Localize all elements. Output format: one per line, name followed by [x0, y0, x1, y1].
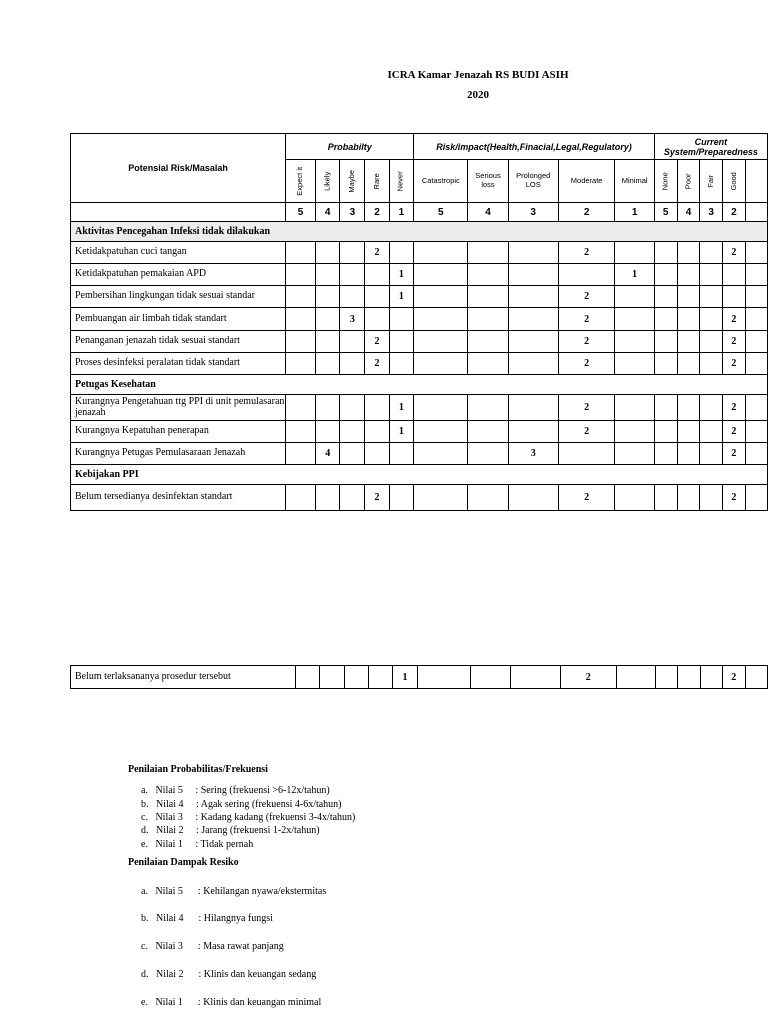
- row-value: 2: [365, 353, 389, 375]
- row-value: [340, 331, 365, 353]
- header-current-col: [722, 160, 745, 203]
- row-value: 1: [615, 264, 654, 286]
- section-title: Kebijakan PPI: [71, 465, 768, 485]
- header-current-col: [677, 160, 700, 203]
- score-cell: 2: [558, 203, 615, 222]
- header-current-col-extra: [745, 160, 767, 203]
- legend-impact-item: c. Nilai 3 : Masa rawat panjang: [141, 941, 284, 952]
- row-value: [414, 264, 468, 286]
- row-value: [389, 331, 414, 353]
- score-cell: 4: [315, 203, 340, 222]
- row-value: [340, 353, 365, 375]
- row-value: [389, 308, 414, 331]
- row-value: [615, 242, 654, 264]
- row-value: [615, 331, 654, 353]
- row-value: [617, 666, 656, 689]
- row-value: 2: [558, 353, 615, 375]
- row-value: [320, 666, 344, 689]
- row-value: [508, 331, 558, 353]
- row-value: [700, 242, 723, 264]
- row-value: [286, 308, 316, 331]
- row-value: [722, 286, 745, 308]
- legend-probability-item: e. Nilai 1 : Tidak pernah: [141, 839, 254, 850]
- row-value: [677, 308, 700, 331]
- row-value: [654, 395, 677, 421]
- row-value: [654, 242, 677, 264]
- row-value: [315, 353, 340, 375]
- table-row: [71, 331, 768, 353]
- row-value: [654, 421, 677, 443]
- row-label: Ketidakpatuhan cuci tangan: [71, 242, 286, 264]
- row-value: [414, 353, 468, 375]
- header-current-col-label: Fair: [705, 174, 715, 188]
- row-value: [365, 421, 389, 443]
- legend-impact-item: b. Nilai 4 : Hilangnya fungsi: [141, 913, 273, 924]
- row-label: Penanganan jenazah tidak sesuai standart: [71, 331, 286, 353]
- row-value: 2: [558, 286, 615, 308]
- row-value: [340, 242, 365, 264]
- row-value: [389, 353, 414, 375]
- icra-table: [70, 133, 768, 511]
- row-value: [468, 264, 508, 286]
- row-value: [414, 286, 468, 308]
- legend-probability-item: a. Nilai 5 : Sering (frekuensi >6-12x/tahun): [141, 785, 330, 796]
- row-value: [365, 308, 389, 331]
- row-value: [508, 395, 558, 421]
- row-value: [615, 395, 654, 421]
- row-value: [700, 264, 723, 286]
- row-value: [677, 353, 700, 375]
- row-value: [340, 485, 365, 511]
- row-value: 2: [722, 485, 745, 511]
- header-prob-col: [315, 160, 340, 203]
- row-value: [722, 264, 745, 286]
- row-value: [700, 308, 723, 331]
- row-value: 2: [722, 395, 745, 421]
- legend-impact-title: Penilaian Dampak Resiko: [128, 857, 239, 868]
- row-value: [368, 666, 392, 689]
- row-value: 2: [723, 666, 746, 689]
- row-value: [315, 264, 340, 286]
- table-row: [71, 395, 768, 421]
- row-value: [471, 666, 511, 689]
- row-value: [508, 421, 558, 443]
- row-value: [558, 264, 615, 286]
- row-value: [700, 395, 723, 421]
- row-value: [745, 308, 767, 331]
- row-value: [286, 264, 316, 286]
- header-risk-col: Prolonged LOS: [508, 160, 558, 203]
- row-value: 2: [722, 331, 745, 353]
- section-title: Petugas Kesehatan: [71, 375, 768, 395]
- row-value: [615, 485, 654, 511]
- row-value: [745, 264, 767, 286]
- row-value: 2: [722, 421, 745, 443]
- table-row: [71, 421, 768, 443]
- section-title: Aktivitas Pencegahan Infeksi tidak dilakukan: [71, 222, 768, 242]
- row-value: [677, 421, 700, 443]
- row-value: [414, 242, 468, 264]
- row-label: Kurangnya Petugas Pemulasaraan Jenazah: [71, 443, 286, 465]
- legend-probability-item: c. Nilai 3 : Kadang kadang (frekuensi 3-4x/tahun): [141, 812, 356, 823]
- row-value: 3: [508, 443, 558, 465]
- header-prob-col-label: Never: [396, 170, 406, 192]
- header-risk-col: Moderate: [558, 160, 615, 203]
- row-value: [315, 485, 340, 511]
- header-current-col-label: None: [660, 172, 670, 190]
- row-value: [340, 421, 365, 443]
- header-risk-col: Catastropic: [414, 160, 468, 203]
- row-value: [286, 443, 316, 465]
- legend-impact-item: a. Nilai 5 : Kehilangan nyawa/ekstermitas: [141, 886, 327, 897]
- row-value: 2: [558, 331, 615, 353]
- row-label: Kurangnya Kepatuhan penerapan: [71, 421, 286, 443]
- row-value: [315, 331, 340, 353]
- row-value: [340, 264, 365, 286]
- header-risk-col: Serious loss: [468, 160, 508, 203]
- document-year: 2020: [467, 89, 489, 101]
- row-value: [745, 286, 767, 308]
- score-cell: 1: [615, 203, 654, 222]
- score-cell: 4: [468, 203, 508, 222]
- row-label: Pembuangan air limbah tidak standart: [71, 308, 286, 331]
- row-value: 2: [365, 242, 389, 264]
- row-value: [340, 395, 365, 421]
- row-value: 2: [722, 308, 745, 331]
- document-title: ICRA Kamar Jenazah RS BUDI ASIH: [387, 69, 569, 81]
- row-value: [296, 666, 320, 689]
- row-label: Kurangnya Pengetahuan ttg PPI di unit pemulasaran jenazah: [71, 395, 286, 421]
- row-value: [286, 286, 316, 308]
- header-current-col-label: Poor: [683, 173, 693, 189]
- row-value: [700, 443, 723, 465]
- table-row: [71, 242, 768, 264]
- row-value: [414, 395, 468, 421]
- score-blank: [71, 203, 286, 222]
- row-label: Proses desinfeksi peralatan tidak standart: [71, 353, 286, 375]
- row-value: [615, 286, 654, 308]
- table-row: [71, 353, 768, 375]
- row-value: [508, 242, 558, 264]
- row-value: [615, 308, 654, 331]
- row-value: [677, 485, 700, 511]
- row-value: [654, 264, 677, 286]
- row-value: 2: [558, 421, 615, 443]
- row-value: [678, 666, 700, 689]
- row-value: [468, 485, 508, 511]
- row-value: [700, 666, 722, 689]
- row-value: [344, 666, 368, 689]
- row-value: 1: [389, 264, 414, 286]
- row-value: [286, 485, 316, 511]
- header-prob-col: [389, 160, 414, 203]
- row-value: [468, 308, 508, 331]
- header-risk-impact: Risk/impact(Health,Finacial,Legal,Regulatory): [414, 134, 655, 160]
- row-value: 2: [558, 242, 615, 264]
- table-row: [71, 666, 768, 689]
- row-value: [745, 242, 767, 264]
- row-value: [365, 286, 389, 308]
- row-value: 2: [365, 331, 389, 353]
- row-value: [508, 485, 558, 511]
- score-cell: 2: [722, 203, 745, 222]
- row-value: [286, 421, 316, 443]
- row-value: [615, 353, 654, 375]
- row-value: [654, 353, 677, 375]
- row-value: [414, 485, 468, 511]
- table-row: [71, 443, 768, 465]
- row-value: 4: [315, 443, 340, 465]
- score-cell: [745, 203, 767, 222]
- row-value: [340, 443, 365, 465]
- row-value: [365, 264, 389, 286]
- row-value: [414, 443, 468, 465]
- row-value: 3: [340, 308, 365, 331]
- row-value: [677, 286, 700, 308]
- header-probability: Probabilty: [286, 134, 414, 160]
- row-value: [654, 308, 677, 331]
- row-value: [677, 443, 700, 465]
- row-value: [414, 331, 468, 353]
- header-prob-col-label: Rare: [371, 172, 381, 190]
- header-current-col-label: Good: [728, 171, 738, 191]
- header-risk-col: Minimal: [615, 160, 654, 203]
- row-value: [417, 666, 470, 689]
- legend-probability-item: d. Nilai 2 : Jarang (frekuensi 1-2x/tahun): [141, 825, 320, 836]
- header-current-system: Current System/Preparedness: [654, 134, 767, 160]
- row-value: [654, 331, 677, 353]
- row-label: Pembersihan lingkungan tidak sesuai standar: [71, 286, 286, 308]
- row-value: [745, 421, 767, 443]
- row-value: 2: [558, 485, 615, 511]
- header-potensial-risk: Potensial Risk/Masalah: [71, 134, 286, 203]
- row-value: [654, 286, 677, 308]
- score-cell: 1: [389, 203, 414, 222]
- row-value: [558, 443, 615, 465]
- score-cell: 4: [677, 203, 700, 222]
- row-value: [511, 666, 561, 689]
- row-value: [745, 485, 767, 511]
- row-value: [468, 395, 508, 421]
- header-prob-col: [340, 160, 365, 203]
- row-value: [700, 286, 723, 308]
- row-value: 1: [389, 395, 414, 421]
- row-value: [468, 421, 508, 443]
- header-prob-col-label: Expect it: [295, 166, 305, 196]
- row-value: [365, 443, 389, 465]
- row-value: [700, 331, 723, 353]
- row-label: Belum tersedianya desinfektan standart: [71, 485, 286, 511]
- row-value: [745, 331, 767, 353]
- row-value: [315, 421, 340, 443]
- row-value: 2: [560, 666, 617, 689]
- legend-impact-item: d. Nilai 2 : Klinis dan keuangan sedang: [141, 969, 317, 980]
- score-cell: 5: [654, 203, 677, 222]
- score-cell: 3: [700, 203, 723, 222]
- row-value: [286, 242, 316, 264]
- row-value: [655, 666, 677, 689]
- row-value: [677, 395, 700, 421]
- legend-probability-title: Penilaian Probabilitas/Frekuensi: [128, 764, 268, 775]
- table-row: [71, 264, 768, 286]
- score-cell: 2: [365, 203, 389, 222]
- row-value: [468, 331, 508, 353]
- row-value: [315, 242, 340, 264]
- row-value: [468, 242, 508, 264]
- row-value: [468, 443, 508, 465]
- row-value: 1: [393, 666, 417, 689]
- row-value: [468, 353, 508, 375]
- icra-table-continued: [70, 665, 768, 689]
- row-value: [414, 421, 468, 443]
- row-value: [654, 443, 677, 465]
- header-prob-col-label: Maybe: [347, 169, 357, 193]
- row-value: [677, 242, 700, 264]
- row-value: [654, 485, 677, 511]
- row-value: 2: [722, 242, 745, 264]
- row-value: 2: [722, 443, 745, 465]
- header-prob-col-label: Likely: [322, 171, 332, 191]
- table-row: [71, 286, 768, 308]
- row-value: [615, 443, 654, 465]
- row-value: [286, 395, 316, 421]
- header-prob-col: [365, 160, 389, 203]
- row-value: [365, 395, 389, 421]
- table-row: [71, 308, 768, 331]
- row-value: [508, 353, 558, 375]
- score-cell: 3: [340, 203, 365, 222]
- row-value: [340, 286, 365, 308]
- row-value: [315, 395, 340, 421]
- row-value: 2: [722, 353, 745, 375]
- row-value: [315, 308, 340, 331]
- row-value: [700, 353, 723, 375]
- table-row: [71, 485, 768, 511]
- legend-probability-item: b. Nilai 4 : Agak sering (frekuensi 4-6x/tahun): [141, 799, 342, 810]
- legend-impact-item: e. Nilai 1 : Klinis dan keuangan minimal: [141, 997, 322, 1008]
- row-value: [745, 443, 767, 465]
- row-value: [508, 264, 558, 286]
- row-value: [700, 485, 723, 511]
- row-value: 2: [365, 485, 389, 511]
- row-value: [389, 485, 414, 511]
- row-value: [745, 353, 767, 375]
- row-value: [508, 308, 558, 331]
- row-value: [677, 331, 700, 353]
- row-value: 2: [558, 308, 615, 331]
- row-label: Belum terlaksananya prosedur tersebut: [71, 666, 296, 689]
- row-value: [414, 308, 468, 331]
- row-value: [745, 666, 768, 689]
- row-value: [677, 264, 700, 286]
- score-cell: 5: [286, 203, 316, 222]
- header-current-col: [700, 160, 723, 203]
- header-current-col: [654, 160, 677, 203]
- row-value: [286, 353, 316, 375]
- row-value: [468, 286, 508, 308]
- header-prob-col: [286, 160, 316, 203]
- row-label: Ketidakpatuhan pemakaian APD: [71, 264, 286, 286]
- row-value: [745, 395, 767, 421]
- row-value: [700, 421, 723, 443]
- row-value: [615, 421, 654, 443]
- row-value: [389, 242, 414, 264]
- row-value: 1: [389, 286, 414, 308]
- row-value: 2: [558, 395, 615, 421]
- row-value: [508, 286, 558, 308]
- row-value: [389, 443, 414, 465]
- row-value: 1: [389, 421, 414, 443]
- score-cell: 3: [508, 203, 558, 222]
- row-value: [286, 331, 316, 353]
- row-value: [315, 286, 340, 308]
- score-cell: 5: [414, 203, 468, 222]
